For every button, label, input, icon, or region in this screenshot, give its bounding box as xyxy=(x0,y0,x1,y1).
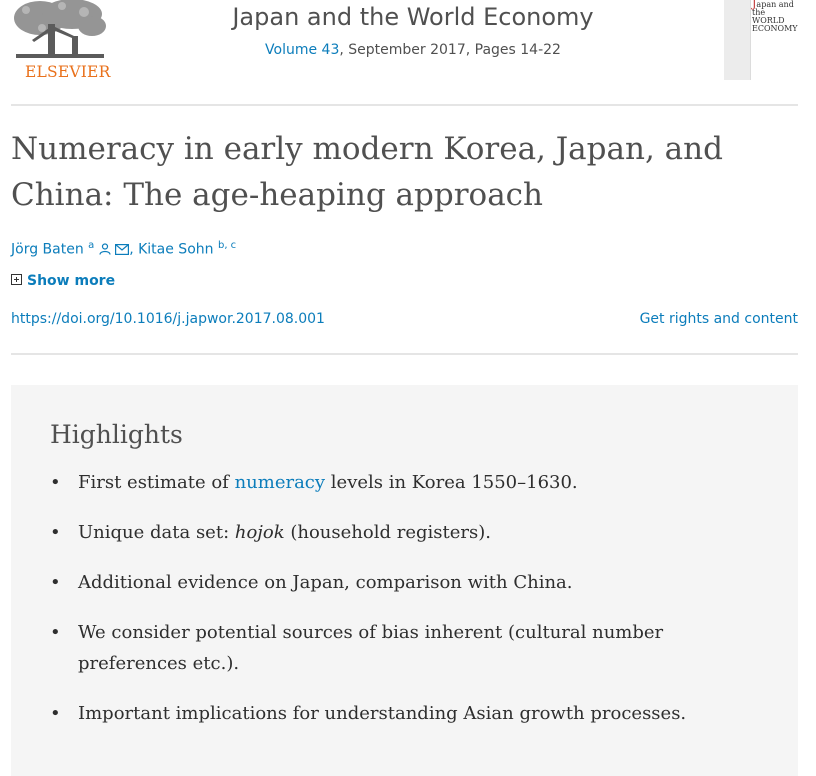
header-divider xyxy=(11,104,798,106)
item-text: levels in Korea 1550–1630. xyxy=(325,472,578,493)
highlights-heading: Highlights xyxy=(50,420,183,449)
email-icon[interactable] xyxy=(115,244,129,255)
list-item xyxy=(50,617,750,679)
item-text: We consider potential sources of bias inherent (cultural number preferences etc.). xyxy=(78,622,664,674)
item-text: Additional evidence on Japan, comparison with China. xyxy=(78,572,573,593)
doi-link[interactable]: https://doi.org/10.1016/j.japwor.2017.08.001 xyxy=(11,311,325,327)
author-list xyxy=(11,240,236,258)
plus-icon xyxy=(11,274,22,285)
numeracy-link[interactable]: numeracy xyxy=(234,472,326,493)
issue-info xyxy=(0,42,816,58)
bullet: • xyxy=(50,703,61,724)
item-text: Important implications for understanding Asian growth processes. xyxy=(78,703,687,724)
highlights-list xyxy=(50,467,750,748)
article-header xyxy=(0,0,816,105)
rights-link[interactable]: Get rights and content xyxy=(639,311,798,327)
list-item xyxy=(50,517,750,548)
author-separator: , xyxy=(129,241,139,258)
bullet: • xyxy=(50,572,61,593)
journal-cover-thumbnail[interactable] xyxy=(724,0,751,80)
cover-line-1: apan and the xyxy=(752,0,794,17)
list-item xyxy=(50,567,750,598)
list-item xyxy=(50,698,750,729)
author-link[interactable]: Kitae Sohn xyxy=(138,241,214,258)
publisher-name: ELSEVIER xyxy=(25,63,111,81)
item-emphasis: hojok xyxy=(234,522,285,543)
show-more-label: Show more xyxy=(27,273,116,289)
author-affiliation-sup[interactable]: a xyxy=(88,240,95,251)
bullet: • xyxy=(50,522,61,543)
person-icon[interactable] xyxy=(99,243,111,255)
bullet: • xyxy=(50,622,61,643)
item-text: Unique data set: xyxy=(78,522,235,543)
cover-initial: J xyxy=(752,0,757,10)
meta-divider xyxy=(11,353,798,355)
item-text: First estimate of xyxy=(78,472,235,493)
author-affiliation-sup[interactable]: b, c xyxy=(217,240,237,251)
journal-cover-title xyxy=(752,0,808,33)
issue-details: , September 2017, Pages 14-22 xyxy=(339,42,561,58)
bullet: • xyxy=(50,472,61,493)
volume-link[interactable]: Volume 43 xyxy=(265,42,340,58)
article-title: Numeracy in early modern Korea, Japan, and China: The age-heaping approach xyxy=(11,131,723,213)
cover-line-2: WORLD xyxy=(752,16,785,25)
author-link[interactable]: Jörg Baten xyxy=(11,241,84,258)
show-more-button[interactable] xyxy=(11,273,115,289)
cover-line-3: ECONOMY xyxy=(752,24,798,33)
list-item xyxy=(50,467,750,498)
item-text: (household registers). xyxy=(284,522,491,543)
journal-title-link[interactable]: Japan and the World Economy xyxy=(232,3,594,31)
highlights-section xyxy=(11,385,798,776)
